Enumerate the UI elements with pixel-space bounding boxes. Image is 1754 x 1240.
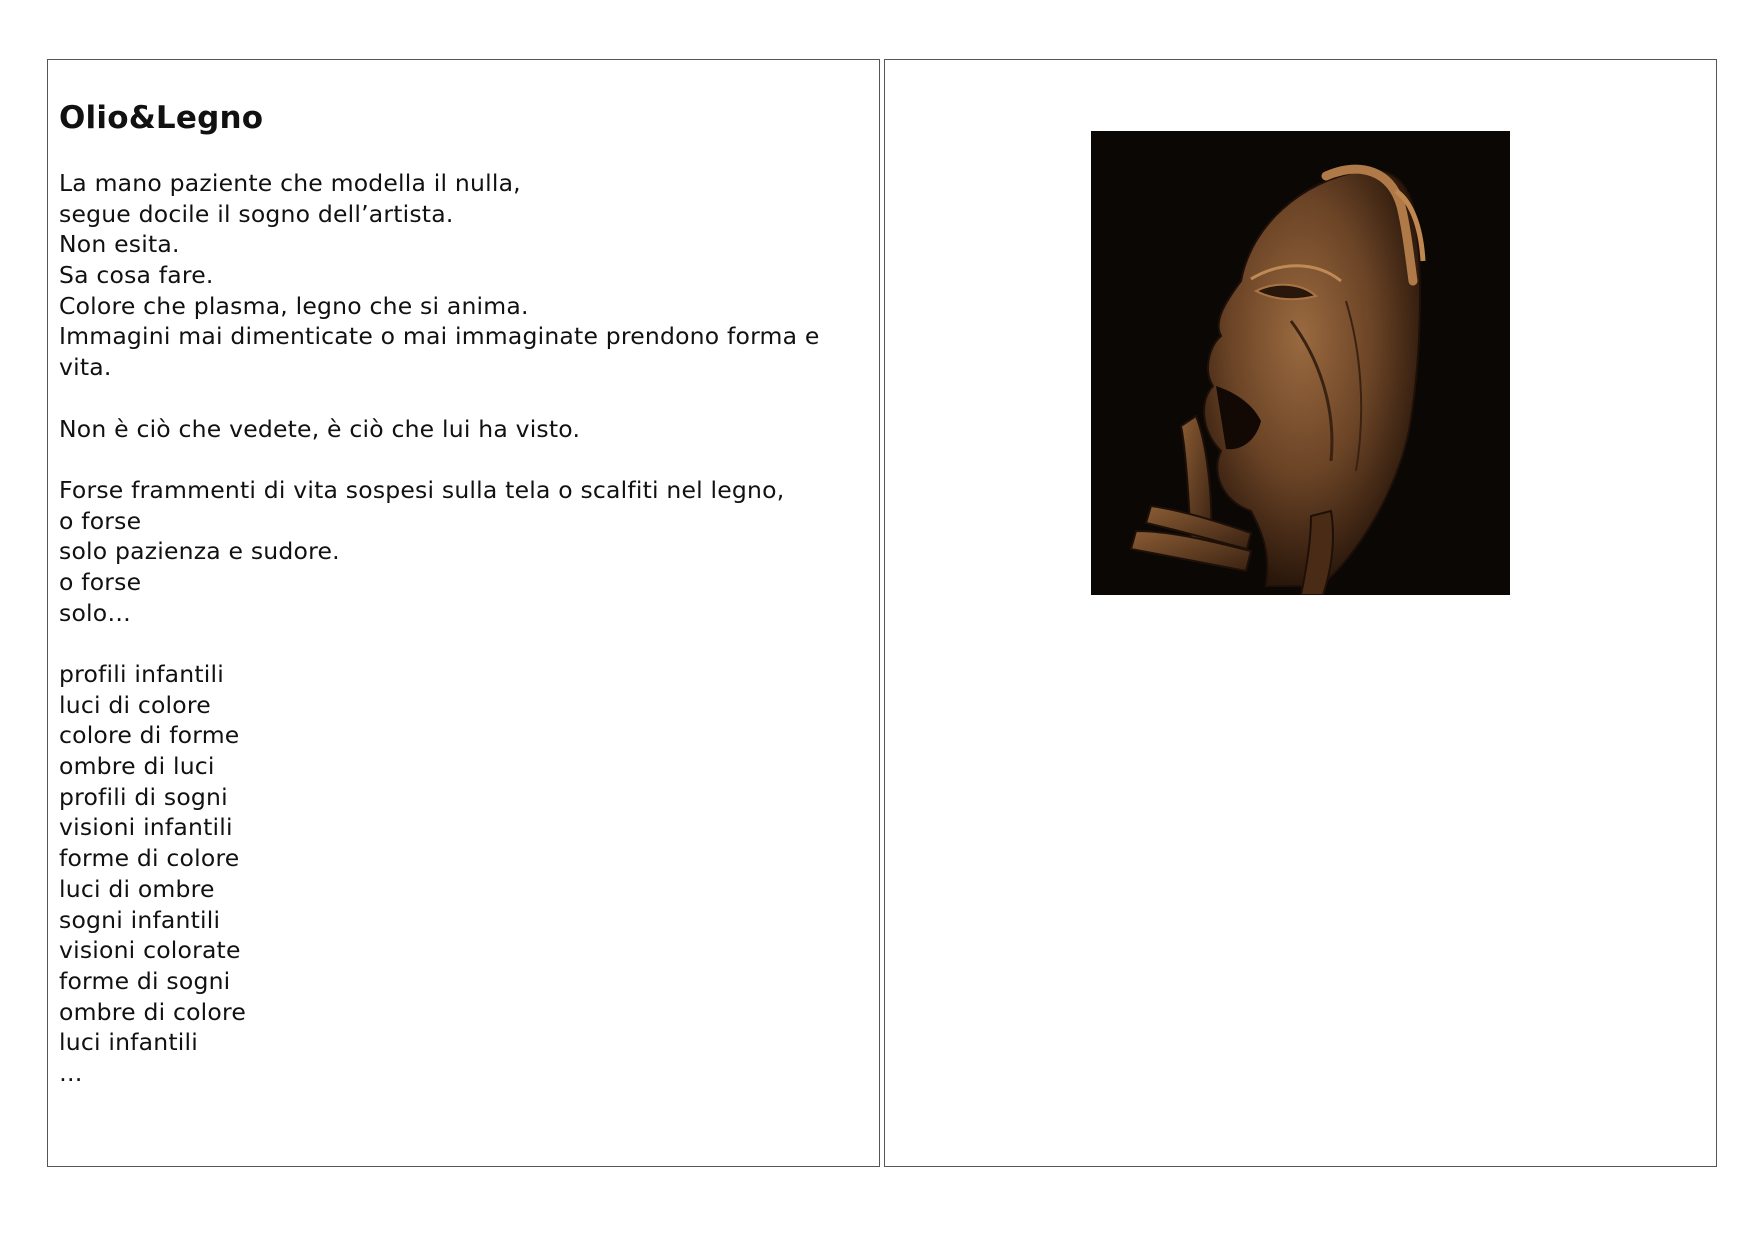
poem-body [59,168,874,1089]
poem-line: profili di sogni [59,782,228,811]
poem-line: solo pazienza e sudore. [59,537,340,566]
poem-line: luci di colore [59,690,211,719]
poem-line: La mano paziente che modella il nulla, [59,169,521,197]
poem-line: Immagini mai dimenticate o mai immaginate prendono forma e [59,322,820,351]
poem-line: ombre di luci [59,752,215,781]
stanza-break [59,383,874,414]
poem-line: o forse [59,506,142,535]
poem-title: Olio&Legno [59,100,264,136]
image-panel [884,59,1717,1167]
poem-line: segue docile il sogno dell’artista. [59,199,454,228]
poem-line: Sa cosa fare. [59,261,214,290]
poem-line: Non esita. [59,230,180,259]
text-panel [47,59,880,1167]
poem-line: ombre di colore [59,997,246,1026]
poem-line: colore di forme [59,721,240,750]
poem-line: … [59,1058,83,1087]
stanza-break [59,628,874,659]
poem-line: forme di sogni [59,966,231,995]
poem-line: Forse frammenti di vita sospesi sulla tela o scalfiti nel legno, [59,475,785,504]
poem-line: profili infantili [59,660,224,688]
poem-line: luci infantili [59,1028,198,1057]
poem-line: vita. [59,353,112,382]
poem-line: luci di ombre [59,874,215,903]
poem-line: solo… [59,598,132,627]
sculpture-image [1091,131,1510,595]
poem-line: visioni infantili [59,813,233,842]
poem-line: Colore che plasma, legno che si anima. [59,291,529,320]
poem-line: sogni infantili [59,905,221,934]
poem-line: Non è ciò che vedete, è ciò che lui ha visto. [59,414,581,443]
poem-line: forme di colore [59,844,240,873]
stanza-break [59,444,874,475]
poem-line: o forse [59,567,142,596]
poem-line: visioni colorate [59,936,241,965]
